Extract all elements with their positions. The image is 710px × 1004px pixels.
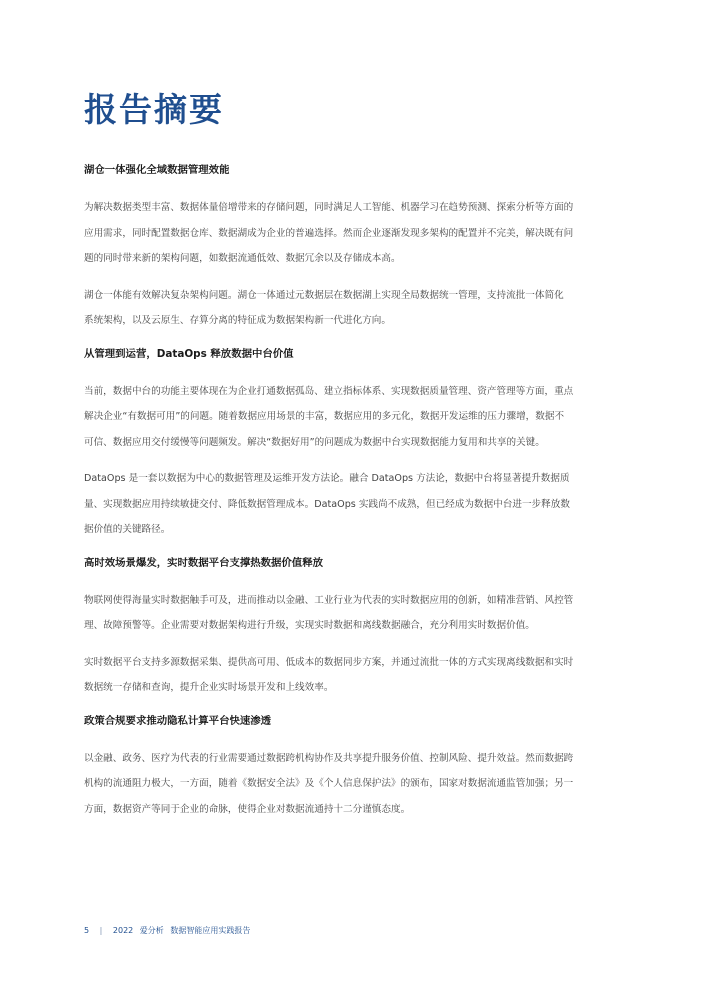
paragraph [84,379,629,456]
paragraph-line: 据价值的关键路径。 [84,524,171,535]
paragraph-line: 系统架构，以及云原生、存算分离的特征成为数据架构新一代进化方向。 [84,315,391,326]
paragraph-line: 物联网使得海量实时数据触手可及，进而推动以金融、工业行业为代表的实时数据应用的创新，如精准营销、风控管 [84,594,574,606]
paragraph-line: 当前，数据中台的功能主要体现在为企业打通数据孤岛、建立指标体系、实现数据质量管理、资产管理等方面，重点 [84,385,574,397]
paragraph [84,588,629,639]
paragraph [84,650,629,701]
paragraph-line: 机构的流通阻力极大，一方面，随着《数据安全法》及《个人信息保护法》的颁布，国家对数据流通监管加强；另一 [84,778,574,789]
section-heading: 湖仓一体强化全域数据管理效能 [84,164,230,176]
section-heading: 政策合规要求推动隐私计算平台快速渗透 [84,714,272,727]
paragraph-line: 实时数据平台支持多源数据采集、提供高可用、低成本的数据同步方案，并通过流批一体的方式实现离线数据和实时 [84,656,574,668]
paragraph-line: 理、故障预警等。企业需要对数据架构进行升级，实现实时数据和离线数据融合，充分利用实时数据价值。 [84,620,535,631]
paragraph-line: 解决企业“有数据可用”的问题。随着数据应用场景的丰富，数据应用的多元化，数据开发运维的压力骤增，数据不 [84,411,565,422]
paragraph-line: 题的同时带来新的架构问题，如数据流通低效、数据冗余以及存储成本高。 [84,253,401,264]
paragraph-line: 湖仓一体能有效解决复杂架构问题。湖仓一体通过元数据层在数据湖上实现全局数据统一管理，支持流批一体简化 [84,289,564,301]
report-content [84,162,629,833]
paragraph [84,466,629,543]
footer-separator: | [99,926,103,935]
paragraph [84,746,629,823]
report-title: 数据智能应用实践报告 [170,926,251,935]
section-heading: 从管理到运营，DataOps 释放数据中台价值 [84,347,294,360]
paragraph-line: 可信、数据应用交付缓慢等问题频发。解决“数据好用”的问题成为数据中台实现数据能力复用和共享的关键。 [84,436,545,448]
page-footer [84,925,250,937]
paragraph [84,283,629,334]
paragraph-line: 应用需求，同时配置数据仓库、数据湖成为企业的普遍选择。然而企业逐渐发现多架构的配置并不完美，解决既有问 [84,227,574,239]
paragraph-line: 数据统一存储和查询，提升企业实时场景开发和上线效率。 [84,682,334,693]
page-title: 报告摘要 [84,90,224,129]
paragraph-line: 为解决数据类型丰富、数据体量倍增带来的存储问题，同时满足人工智能、机器学习在趋势预测、探索分析等方面的 [84,202,574,213]
paragraph-line: 以金融、政务、医疗为代表的行业需要通过数据跨机构协作及共享提升服务价值、控制风险、提升效益。然而数据跨 [84,752,574,764]
paragraph-line: DataOps 是一套以数据为中心的数据管理及运维开发方法论。融合 DataOps 方法论，数据中台将显著提升数据质 [84,473,570,484]
section-heading: 高时效场景爆发，实时数据平台支撑热数据价值释放 [84,556,323,569]
paragraph-line: 量、实现数据应用持续敏捷交付、降低数据管理成本。DataOps 实践尚不成熟，但已经成为数据中台进一步释放数 [84,498,570,510]
paragraph [84,195,629,272]
footer-brand: 爱分析 [139,926,164,935]
report-year: 2022 [112,926,134,935]
paragraph-line: 方面，数据资产等同于企业的命脉，使得企业对数据流通持十二分谨慎态度。 [84,803,411,815]
page-number: 5 [84,926,90,935]
